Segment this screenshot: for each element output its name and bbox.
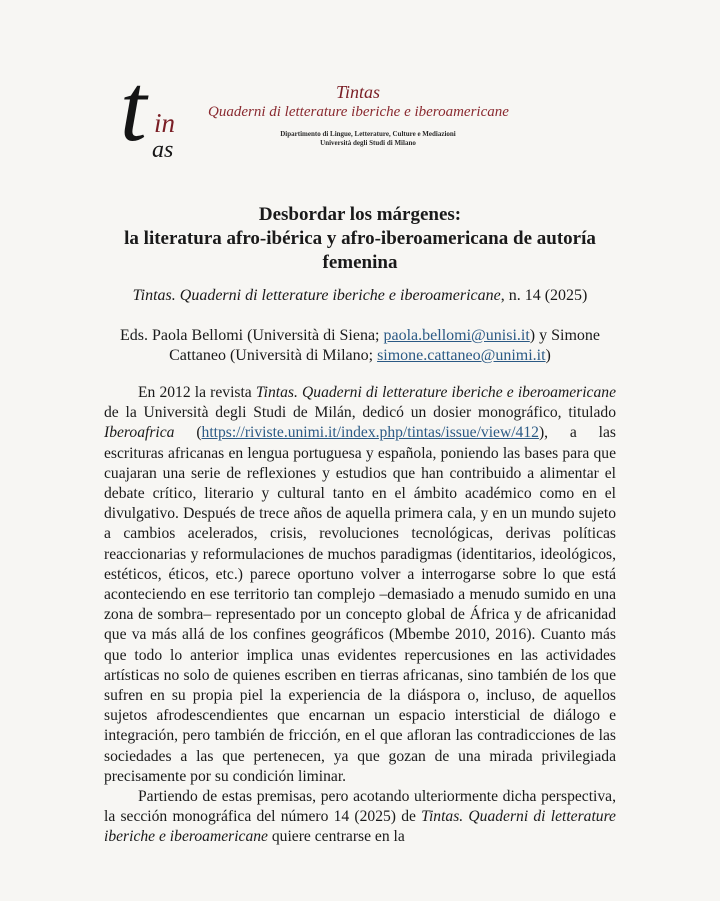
p1-text-b: de la Università degli Studi de Milán, dedicó un dosier monográfico, titulado bbox=[104, 404, 616, 422]
title-line-1: Desbordar los márgenes: bbox=[258, 204, 462, 225]
paragraph-1 bbox=[104, 383, 616, 787]
logo-letters-in: in bbox=[154, 108, 176, 138]
article-body bbox=[104, 383, 616, 848]
p1-text-c: ( bbox=[174, 424, 202, 442]
p1-text-d: ), a las escrituras africanas en lengua portuguesa y española, poniendo las bases para que cuajaran una serie de reflexiones y estudios que han contribuido a alimentar el debate crítico, literario y cultural tanto en el ámbito académico como en el divulgativo. Después de trece años de aquella primera cala, y en un mundo sujeto a cambios acelerados, crisis, revoluciones tecnológicas, derivas políticas reaccionarias y reformulaciones de muchos paradigmas (identitarios, ideológicos, estéticos, éticos, etc.) parece oportuno volver a interrogarse sobre lo que está aconteciendo en ese territorio tan complejo –demasiado a menudo sumido en una zona de sombra– representado por un concepto global de África y de africanidad que va más allá de los confines geográficos (Mbembe 2010, 2016). Cuanto más que todo lo anterior implica unas evidentes repercusiones en las actividades artísticas no solo de quienes escriben en tierras africanas, sino también de los que sufren en su propia piel la experiencia de la diáspora o, incluso, de aquellos sujetos afrodescendientes que encarnan un espacio intersticial de diálogo e integración, pero también de fricción, en el que afloran las contradicciones de las sociedades a las que pertenecen, ya que gozan de una mirada privilegiada precisamente por su condición liminar. bbox=[104, 424, 616, 785]
title-line-3: femenina bbox=[322, 252, 398, 273]
editor-email-link-2[interactable]: simone.cattaneo@unimi.it bbox=[377, 347, 546, 364]
citation-journal-name: Tintas. Quaderni di letterature iberiche e iberoamericane bbox=[132, 287, 501, 304]
journal-title: Tintas bbox=[336, 82, 381, 102]
dossier-url-link[interactable]: https://riviste.unimi.it/index.php/tintas/issue/view/412 bbox=[201, 424, 539, 442]
citation-issue: , n. 14 (2025) bbox=[500, 287, 588, 304]
title-line-2: la literatura afro-ibérica y afro-iberoamericana de autoría bbox=[124, 228, 596, 249]
paragraph-2 bbox=[104, 787, 616, 848]
article-title bbox=[100, 203, 620, 275]
editors-prefix: Eds. Paola Bellomi (Università di Siena; bbox=[119, 327, 384, 344]
editors-line bbox=[100, 326, 620, 366]
editor-email-link-1[interactable]: paola.bellomi@unisi.it bbox=[383, 327, 530, 344]
p2-text-a: Partiendo de estas premisas, pero acotando ulteriormente dicha perspectiva, la sección monográfica del número 14 (2025) de bbox=[104, 788, 616, 826]
department-info bbox=[270, 130, 466, 148]
p1-dossier-title: Iberoafrica bbox=[104, 424, 175, 442]
journal-subtitle: Quaderni di letterature iberiche e iberoamericane bbox=[208, 104, 509, 120]
p1-text-a: En 2012 la revista bbox=[138, 384, 256, 401]
university-name: Università degli Studi di Milano bbox=[320, 139, 416, 147]
p2-journal-name: Tintas. Quaderni di letterature iberiche e iberoamericane bbox=[104, 808, 616, 846]
journal-citation bbox=[60, 286, 660, 306]
logo-letters-as: as bbox=[152, 137, 174, 163]
p2-text-b: quiere centrarse en la bbox=[267, 828, 405, 846]
department-name: Dipartimento di Lingue, Letterature, Culture e Mediazioni bbox=[280, 130, 456, 138]
editors-suffix: ) bbox=[545, 347, 551, 364]
logo-letter-t: t bbox=[120, 54, 147, 161]
editors-middle: ) y Simone Cattaneo (Università di Milano; bbox=[169, 327, 600, 364]
p1-journal-name: Tintas. Quaderni di letterature iberiche e iberoamericane bbox=[255, 384, 616, 401]
journal-logo bbox=[118, 54, 198, 170]
